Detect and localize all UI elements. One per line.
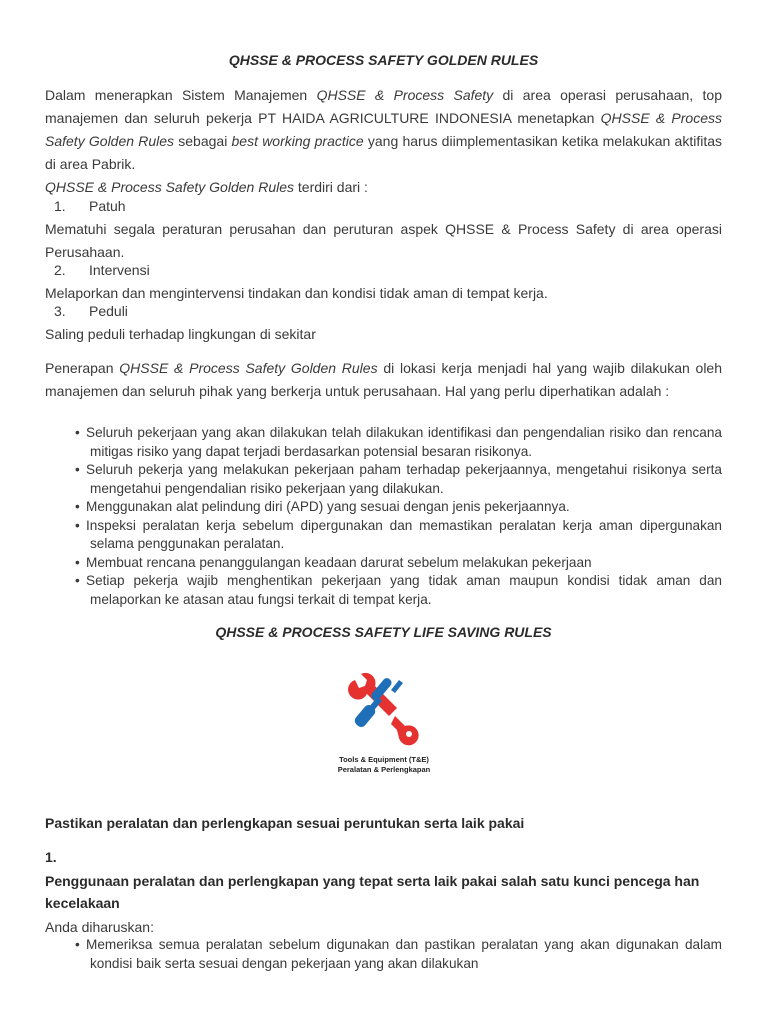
section-number: 1.	[45, 849, 57, 865]
rule-number: 3.	[54, 303, 66, 319]
apply-paragraph	[45, 357, 722, 403]
list-item: • Inspeksi peralatan kerja sebelum dipergunakan dan memastikan peralatan kerja aman dipergunakan selama penggunakan peralatan.	[75, 517, 722, 551]
list-item: • Membuat rencana penanggulangan keadaan darurat sebelum melakukan pekerjaan	[75, 554, 592, 570]
rule-1-desc: Mematuhi segala peraturan perusahan dan peruturan aspek QHSSE & Process Safety di area operasi Perusahaan.	[45, 221, 722, 260]
apply-text-3: di lokasi kerja menjadi hal yang wajib dilakukan oleh manajemen dan seluruh pihak yang berkerja untuk perusahaan. Hal yang perlu diperhatikan adalah :	[45, 360, 722, 399]
intro-text-7: yang harus diimplementasikan ketika melakukan aktifitas di area Pabrik.	[45, 133, 722, 172]
required-label: Anda diharuskan:	[45, 919, 154, 935]
consists-line	[45, 177, 722, 197]
apply-text-1: Penerapan	[45, 360, 120, 376]
list-item: • Menggunakan alat pelindung diri (APD) yang sesuai dengan jenis pekerjaannya.	[75, 499, 570, 514]
rule-number: 1.	[54, 198, 66, 214]
logo-caption-2: Peralatan & Perlengkapan	[337, 765, 431, 774]
apply-text-2: QHSSE & Process Safety Golden Rules	[119, 360, 378, 376]
title-golden-rules: QHSSE & PROCESS SAFETY GOLDEN RULES	[228, 52, 539, 68]
consists-italic: QHSSE & Process Safety Golden Rules	[45, 179, 294, 195]
intro-text-1: Dalam menerapkan Sistem Manajemen	[45, 87, 317, 103]
rule-number: 2.	[54, 262, 66, 278]
intro-text-4: QHSSE & Process Safety Golden Rules	[45, 110, 722, 149]
tools-equipment-logo	[333, 672, 435, 775]
intro-paragraph	[45, 84, 722, 176]
list-item: • Memeriksa semua peralatan sebelum digunakan dan pastikan peralatan yang akan digunakan dalam kondisi baik serta sesuai dengan pekerjaan yang akan dilakukan	[75, 937, 722, 971]
rule-1-title	[45, 196, 126, 217]
list-item: • Seluruh pekerjaan yang akan dilakukan telah dilakukan identifikasi dan pengendalian risiko dan rencana mitigas risiko yang dapat terjadi berdasarkan potensial besaran risikonya.	[75, 425, 722, 459]
consists-rest: terdiri dari :	[294, 179, 368, 195]
list-item: • Seluruh pekerja yang melakukan pekerjaan paham terhadap pekerjaannya, mengetahui risikonya serta mengetahui pengendalian risiko pekerjaan yang dilakukan.	[75, 462, 722, 496]
rule-3-title	[45, 301, 128, 322]
rule-name: Patuh	[89, 198, 126, 214]
section-heading: Pastikan peralatan dan perlengkapan sesuai peruntukan serta laik pakai	[45, 815, 525, 831]
rule-2-desc: Melaporkan dan mengintervensi tindakan dan kondisi tidak aman di tempat kerja.	[45, 285, 548, 301]
required-bullets	[45, 936, 722, 973]
rule-name: Peduli	[89, 303, 128, 319]
rule-name: Intervensi	[89, 262, 150, 278]
section-subheading: Penggunaan peralatan dan perlengkapan yang tepat serta laik pakai salah satu kunci pencega han kecelakaan	[45, 873, 700, 911]
logo-caption-1: Tools & Equipment (T&E)	[339, 755, 429, 764]
intro-text-3: di area operasi perusahaan, top manajemen dan seluruh pekerja PT HAIDA AGRICULTURE INDONESIA menetapkan	[45, 87, 722, 126]
rule-3-desc: Saling peduli terhadap lingkungan di sekitar	[45, 326, 316, 342]
tools-icon	[333, 672, 435, 750]
intro-text-5: sebagai	[174, 133, 232, 149]
intro-text-2: QHSSE & Process Safety	[316, 87, 494, 103]
rule-2-title	[45, 260, 150, 281]
title-life-saving-rules: QHSSE & PROCESS SAFETY LIFE SAVING RULES	[215, 624, 552, 640]
intro-text-6: best working practice	[231, 133, 364, 149]
golden-rules-bullets	[45, 424, 722, 609]
list-item: • Setiap pekerja wajib menghentikan pekerjaan yang tidak aman maupun kondisi tidak aman dan melaporkan ke atasan atau fungsi terkait di tempat kerja.	[75, 573, 722, 607]
